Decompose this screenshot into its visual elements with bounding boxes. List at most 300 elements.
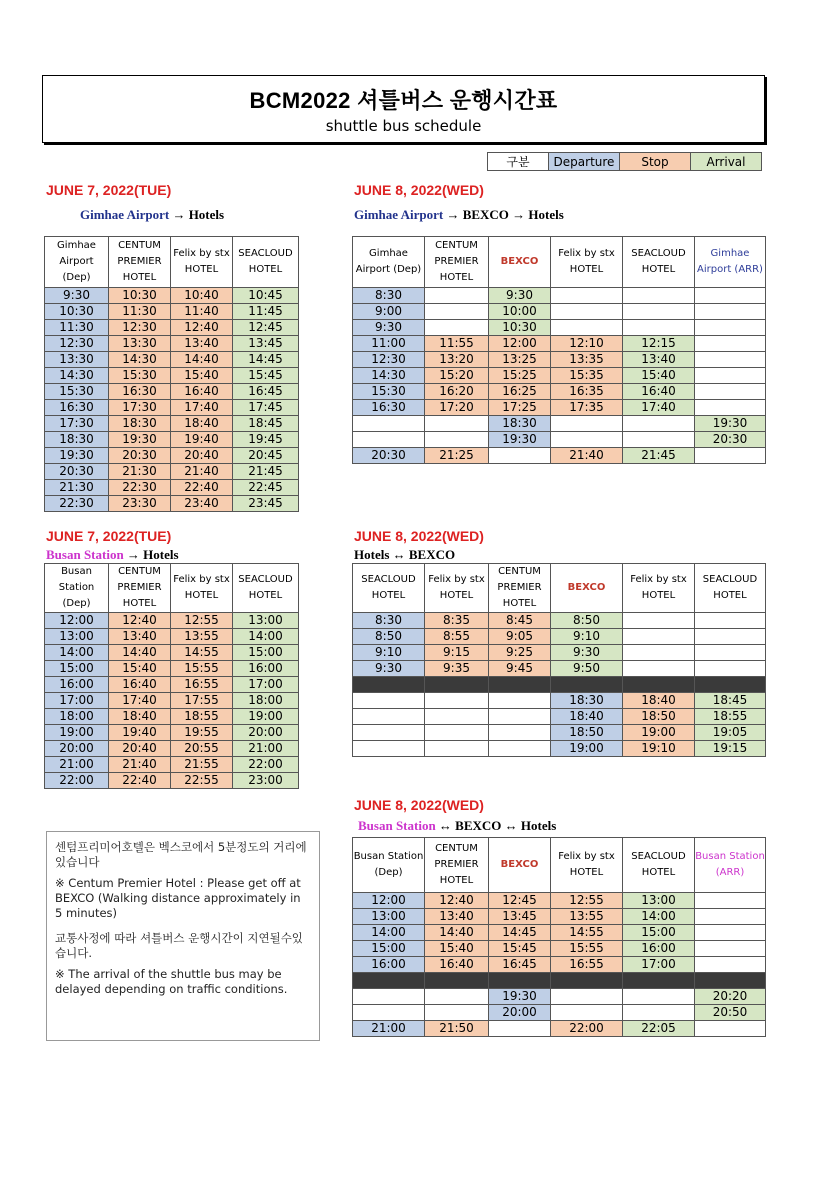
time-cell: 22:30 [109,480,171,496]
time-cell: 20:30 [109,448,171,464]
time-cell: 16:20 [425,384,489,400]
t2-route-origin: Gimhae Airport [354,207,444,222]
time-cell: 16:30 [109,384,171,400]
table-row [45,304,299,320]
table-row [353,1005,766,1021]
time-cell: 17:40 [623,400,695,416]
table-header-row [45,564,299,613]
time-cell: 20:40 [109,741,171,757]
time-cell: 15:40 [425,941,489,957]
legend-arrival: Arrival [691,153,762,171]
time-cell [489,693,551,709]
time-cell: 15:30 [45,384,109,400]
time-cell: 8:50 [551,613,623,629]
t4-route: Hotels ↔ BEXCO [354,547,456,562]
time-cell: 15:30 [353,384,425,400]
time-cell [695,909,766,925]
time-cell [425,709,489,725]
table-row [45,709,299,725]
time-cell: 16:45 [489,957,551,973]
time-cell: 21:50 [425,1021,489,1037]
table-row [45,741,299,757]
time-cell: 20:40 [171,448,233,464]
time-cell: 14:40 [109,645,171,661]
time-cell [695,645,766,661]
time-cell: 9:45 [489,661,551,677]
time-cell: 20:00 [233,725,299,741]
t4-date: JUNE 8, 2022(WED) [354,528,484,544]
time-cell: 9:15 [425,645,489,661]
time-cell: 9:10 [353,645,425,661]
time-cell: 19:05 [695,725,766,741]
time-cell: 15:45 [233,368,299,384]
table-row [45,629,299,645]
time-cell: 14:45 [489,925,551,941]
separator-row [353,973,766,989]
note-english-2: ※ The arrival of the shuttle bus may be delayed depending on traffic conditions. [55,967,288,996]
time-cell [353,1005,425,1021]
time-cell: 16:55 [171,677,233,693]
table-row [45,677,299,693]
time-cell: 19:30 [489,989,551,1005]
table-row [45,757,299,773]
table-row [45,661,299,677]
time-cell: 15:45 [489,941,551,957]
time-cell: 10:40 [171,288,233,304]
column-header: BEXCO [551,564,623,613]
table-row [45,480,299,496]
time-cell: 17:20 [425,400,489,416]
time-cell: 16:30 [45,400,109,416]
time-cell [551,416,623,432]
table-row [353,893,766,909]
legend-label: 구분 [488,153,549,171]
time-cell: 17:40 [171,400,233,416]
time-cell: 15:55 [551,941,623,957]
time-cell: 21:00 [353,1021,425,1037]
time-cell: 22:00 [551,1021,623,1037]
time-cell [425,1005,489,1021]
time-cell: 11:30 [109,304,171,320]
table-row [353,725,766,741]
time-cell: 18:00 [45,709,109,725]
time-cell: 22:45 [233,480,299,496]
note-korean-1: 센텀프리미어호텔은 벡스코에서 5분정도의 거리에 있습니다 [55,840,307,869]
time-cell: 9:30 [551,645,623,661]
time-cell [425,320,489,336]
table-row [353,693,766,709]
separator-cell [551,973,623,989]
time-cell: 13:40 [171,336,233,352]
time-cell: 9:05 [489,629,551,645]
notes-box [46,831,320,1041]
time-cell: 17:35 [551,400,623,416]
time-cell: 15:30 [109,368,171,384]
time-cell: 13:20 [425,352,489,368]
table-row [45,613,299,629]
time-cell: 22:00 [233,757,299,773]
time-cell: 19:10 [623,741,695,757]
table-row [45,693,299,709]
column-header: BEXCO [489,237,551,288]
column-header: Busan Station (ARR) [695,838,766,893]
separator-cell [425,677,489,693]
table-row [353,416,766,432]
time-cell [695,448,766,464]
table-row [353,941,766,957]
time-cell: 12:55 [171,613,233,629]
time-cell: 20:30 [695,432,766,448]
time-cell [623,645,695,661]
separator-cell [623,973,695,989]
time-cell: 9:30 [353,320,425,336]
time-cell: 18:00 [233,693,299,709]
time-cell: 22:00 [45,773,109,789]
time-cell [695,941,766,957]
table-row [353,957,766,973]
time-cell: 18:30 [551,693,623,709]
t5-date: JUNE 8, 2022(WED) [354,797,484,813]
column-header: CENTUM PREMIER HOTEL [425,838,489,893]
t5-route [358,818,556,834]
time-cell: 21:00 [233,741,299,757]
time-cell: 14:00 [623,909,695,925]
table-row [45,336,299,352]
time-cell: 9:00 [353,304,425,320]
time-cell: 23:45 [233,496,299,512]
time-cell: 20:45 [233,448,299,464]
time-cell [695,925,766,941]
time-cell [623,989,695,1005]
time-cell: 9:25 [489,645,551,661]
time-cell: 14:55 [551,925,623,941]
table-row [353,320,766,336]
time-cell: 16:25 [489,384,551,400]
time-cell: 13:00 [45,629,109,645]
time-cell [623,629,695,645]
t2-date: JUNE 8, 2022(WED) [354,182,484,198]
time-cell: 15:40 [171,368,233,384]
table-row [353,448,766,464]
time-cell: 22:30 [45,496,109,512]
column-header: CENTUM PREMIER HOTEL [109,237,171,288]
time-cell: 18:40 [171,416,233,432]
time-cell: 21:25 [425,448,489,464]
time-cell: 10:30 [45,304,109,320]
t1-route-dest: → Hotels [172,207,225,222]
time-cell [623,320,695,336]
time-cell [425,416,489,432]
t1-route [80,207,224,223]
t5-route-origin: Busan Station [358,818,436,833]
time-cell: 17:00 [45,693,109,709]
time-cell: 12:40 [171,320,233,336]
time-cell: 9:30 [353,661,425,677]
time-cell: 16:55 [551,957,623,973]
column-header: BEXCO [489,838,551,893]
time-cell [489,448,551,464]
color-legend [487,152,762,171]
time-cell [353,693,425,709]
time-cell: 21:40 [171,464,233,480]
time-cell: 13:45 [233,336,299,352]
time-cell: 11:45 [233,304,299,320]
table-row [353,400,766,416]
table-row [353,613,766,629]
column-header: Felix by stx HOTEL [171,237,233,288]
time-cell: 14:30 [45,368,109,384]
column-header: SEACLOUD HOTEL [695,564,766,613]
time-cell: 13:35 [551,352,623,368]
time-cell: 18:55 [171,709,233,725]
time-cell: 13:30 [45,352,109,368]
t3-route [46,547,179,563]
time-cell: 17:25 [489,400,551,416]
time-cell: 14:30 [353,368,425,384]
time-cell: 17:30 [45,416,109,432]
table-row [353,432,766,448]
time-cell: 17:30 [109,400,171,416]
time-cell: 12:30 [45,336,109,352]
time-cell: 17:40 [109,693,171,709]
time-cell: 19:30 [109,432,171,448]
time-cell: 12:40 [425,893,489,909]
time-cell: 19:30 [45,448,109,464]
t2-route [354,207,564,223]
time-cell: 12:10 [551,336,623,352]
time-cell: 15:25 [489,368,551,384]
time-cell: 15:40 [109,661,171,677]
table-row [45,496,299,512]
time-cell: 11:00 [353,336,425,352]
table-gimhae-bexco-hotels-jun8 [352,236,766,464]
column-header: SEACLOUD HOTEL [353,564,425,613]
column-header: SEACLOUD HOTEL [623,237,695,288]
time-cell: 12:45 [233,320,299,336]
time-cell [489,709,551,725]
time-cell [425,304,489,320]
t2-route-dest: → BEXCO → Hotels [446,207,564,222]
time-cell [489,725,551,741]
time-cell: 19:30 [489,432,551,448]
time-cell: 14:40 [171,352,233,368]
time-cell: 14:00 [233,629,299,645]
time-cell [695,613,766,629]
time-cell: 16:45 [233,384,299,400]
time-cell [551,304,623,320]
column-header: Felix by stx HOTEL [425,564,489,613]
t3-route-origin: Busan Station [46,547,124,562]
time-cell: 9:30 [45,288,109,304]
time-cell: 12:45 [489,893,551,909]
table-header-row [353,838,766,893]
time-cell [551,288,623,304]
table-row [45,448,299,464]
time-cell: 11:30 [45,320,109,336]
table-row [353,741,766,757]
column-header: Gimhae Airport (Dep) [45,237,109,288]
time-cell: 8:30 [353,613,425,629]
time-cell: 21:40 [109,757,171,773]
time-cell: 14:00 [353,925,425,941]
table-row [353,368,766,384]
time-cell [695,320,766,336]
time-cell [695,288,766,304]
time-cell [353,432,425,448]
time-cell: 14:30 [109,352,171,368]
time-cell: 17:55 [171,693,233,709]
time-cell: 15:00 [45,661,109,677]
time-cell: 13:55 [551,909,623,925]
table-row [45,464,299,480]
time-cell [623,288,695,304]
table-row [353,304,766,320]
table-row [353,925,766,941]
time-cell: 18:40 [551,709,623,725]
table-header-row [353,237,766,288]
time-cell [551,320,623,336]
table-row [353,288,766,304]
time-cell: 16:00 [45,677,109,693]
separator-cell [353,677,425,693]
time-cell: 22:05 [623,1021,695,1037]
time-cell: 18:45 [695,693,766,709]
time-cell: 8:55 [425,629,489,645]
column-header: CENTUM PREMIER HOTEL [425,237,489,288]
time-cell: 15:00 [353,941,425,957]
table-row [353,352,766,368]
time-cell: 12:30 [353,352,425,368]
time-cell: 14:45 [233,352,299,368]
time-cell: 16:00 [353,957,425,973]
time-cell: 23:40 [171,496,233,512]
time-cell: 20:30 [353,448,425,464]
t1-route-origin: Gimhae Airport [80,207,170,222]
time-cell: 13:25 [489,352,551,368]
table-row [45,725,299,741]
table-gimhae-hotels-jun7 [44,236,299,512]
time-cell: 21:45 [623,448,695,464]
time-cell [353,709,425,725]
time-cell: 12:40 [109,613,171,629]
time-cell [695,661,766,677]
time-cell: 20:20 [695,989,766,1005]
time-cell: 19:00 [623,725,695,741]
time-cell: 12:55 [551,893,623,909]
time-cell: 14:40 [425,925,489,941]
t3-date: JUNE 7, 2022(TUE) [46,528,172,544]
time-cell [353,741,425,757]
time-cell: 21:30 [109,464,171,480]
column-header: SEACLOUD HOTEL [233,237,299,288]
time-cell: 21:55 [171,757,233,773]
time-cell: 9:10 [551,629,623,645]
table-row [353,1021,766,1037]
time-cell: 10:30 [489,320,551,336]
time-cell: 13:00 [353,909,425,925]
t3-route-dest: → Hotels [126,547,179,562]
time-cell: 13:45 [489,909,551,925]
time-cell: 8:35 [425,613,489,629]
table-row [353,336,766,352]
time-cell: 19:30 [695,416,766,432]
table-row [45,645,299,661]
time-cell: 18:45 [233,416,299,432]
time-cell [353,989,425,1005]
time-cell: 18:40 [109,709,171,725]
time-cell: 18:55 [695,709,766,725]
column-header: Felix by stx HOTEL [623,564,695,613]
table-row [45,368,299,384]
time-cell: 12:15 [623,336,695,352]
time-cell: 23:00 [233,773,299,789]
time-cell: 18:30 [109,416,171,432]
time-cell [695,957,766,973]
column-header: Busan Station (Dep) [45,564,109,613]
time-cell: 13:40 [623,352,695,368]
separator-row [353,677,766,693]
time-cell: 19:00 [233,709,299,725]
time-cell [623,1005,695,1021]
column-header: Busan Station (Dep) [353,838,425,893]
time-cell: 9:35 [425,661,489,677]
time-cell [623,613,695,629]
time-cell: 22:55 [171,773,233,789]
time-cell: 12:00 [353,893,425,909]
time-cell [353,416,425,432]
table-row [45,352,299,368]
time-cell [695,893,766,909]
time-cell: 16:40 [109,677,171,693]
time-cell [695,352,766,368]
time-cell: 16:35 [551,384,623,400]
page-subtitle: shuttle bus schedule [325,117,482,135]
time-cell: 13:30 [109,336,171,352]
time-cell: 20:55 [171,741,233,757]
column-header: Felix by stx HOTEL [551,838,623,893]
time-cell: 23:30 [109,496,171,512]
table-header-row [353,564,766,613]
legend-departure: Departure [549,153,620,171]
table-row [45,416,299,432]
time-cell: 13:40 [109,629,171,645]
time-cell [551,1005,623,1021]
note-english-1: ※ Centum Premier Hotel : Please get off at BEXCO (Walking distance approximately in 5 minutes) [55,876,301,920]
table-row [45,288,299,304]
time-cell [353,725,425,741]
table-row [353,661,766,677]
time-cell: 20:50 [695,1005,766,1021]
time-cell [425,989,489,1005]
time-cell: 16:30 [353,400,425,416]
column-header: Gimhae Airport (ARR) [695,237,766,288]
time-cell: 18:30 [45,432,109,448]
table-row [45,400,299,416]
time-cell: 16:40 [623,384,695,400]
table-header-row [45,237,299,288]
column-header: SEACLOUD HOTEL [233,564,299,613]
time-cell: 16:40 [425,957,489,973]
time-cell: 11:55 [425,336,489,352]
time-cell: 15:20 [425,368,489,384]
table-row [353,709,766,725]
time-cell: 22:40 [109,773,171,789]
table-hotels-bexco-jun8 [352,563,766,757]
time-cell: 22:40 [171,480,233,496]
time-cell: 8:45 [489,613,551,629]
time-cell [695,629,766,645]
time-cell: 19:40 [171,432,233,448]
